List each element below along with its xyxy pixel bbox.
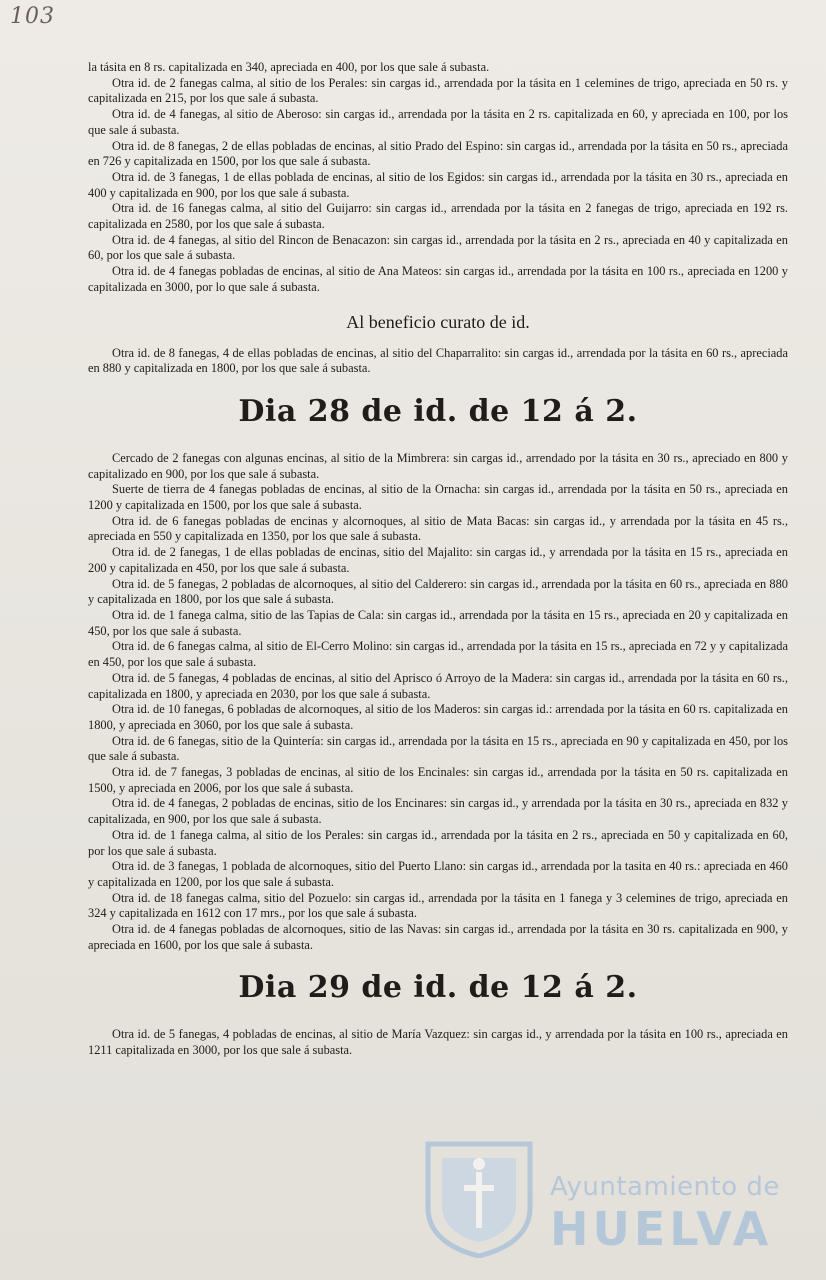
- huelva-watermark: [420, 1138, 780, 1258]
- entry-paragraph: Otra id. de 6 fanegas pobladas de encinas y alcornoques, al sitio de Mata Bacas: sin cargas id., y arrendada por la tásita en 45 rs., apreciada en 550 y capitalizada en 1350, por los que sale á subasta.: [88, 513, 788, 544]
- entries-block-3: [88, 451, 788, 954]
- entry-paragraph: Otra id. de 6 fanegas calma, al sitio de El-Cerro Molino: sin cargas id., arrendada por la tásita en 15 rs., apreciada en 72 y y capitalizada en 450, por los que sale á subasta.: [88, 639, 788, 670]
- entry-paragraph: la tásita en 8 rs. capitalizada en 340, apreciada en 400, por los que sale á subasta.: [88, 60, 490, 74]
- entry-paragraph: Otra id. de 4 fanegas, al sitio de Aberoso: sin cargas id., arrendada por la tásita en 2 rs. capitalizada en 60, y apreciada en 100, por los que sale á subasta.: [88, 107, 788, 137]
- entries-block-1: [88, 60, 788, 296]
- entry-paragraph: Otra id. de 18 fanegas calma, sitio del Pozuelo: sin cargas id., arrendada por la tásita en 1 fanega y 3 celemines de trigo, apreciada en 324 y capitalizada en 1612 con 17 mrs., por los que sale á subasta.: [88, 890, 788, 921]
- huelva-shield-icon: [420, 1138, 538, 1258]
- entry-paragraph: Otra id. de 8 fanegas, 4 de ellas pobladas de encinas, al sitio del Chaparralito: sin cargas id., arrendada por la tásita en 60 rs., apreciada en 880 y capitalizada en 1800, por los que sale á subasta.: [88, 345, 788, 376]
- entry-paragraph: Otra id. de 4 fanegas pobladas de encinas, al sitio de Ana Mateos: sin cargas id., arrendada por la tásita en 100 rs., apreciada en 1200 y capitalizada en 3000, por lo que sale á subasta.: [88, 264, 788, 294]
- entry-paragraph: Otra id. de 10 fanegas, 6 pobladas de alcornoques, al sitio de los Maderos: sin cargas id.: arrendada por la tásita en 60 rs. capitalizada en 1800, y apreciada en 3060, por los que sale á subasta.: [88, 702, 788, 732]
- entry-paragraph: Otra id. de 2 fanegas calma, al sitio de los Perales: sin cargas id., arrendada por la tásita en 1 celemines de trigo, apreciada en 50 rs. y capitalizada en 215, por los que sale á subasta.: [88, 75, 788, 106]
- entry-paragraph: Otra id. de 5 fanegas, 2 pobladas de alcornoques, al sitio del Calderero: sin cargas id., arrendada por la tásita en 60 rs., apreciada en 880 y capitalizada en 1800, por los que sale á subasta.: [88, 576, 788, 607]
- entry-paragraph: Otra id. de 2 fanegas, 1 de ellas pobladas de encinas, sitio del Majalito: sin cargas id., y arrendada por la tásita en 15 rs., apreciada en 200 y capitalizada en 450, por los que sale á subasta.: [88, 545, 788, 575]
- entry-paragraph: Otra id. de 3 fanegas, 1 de ellas poblada de encinas, al sitio de los Egidos: sin cargas id., arrendada por la tásita en 30 rs., apreciada en 400 y capitalizada en 900, por los que sale á subasta.: [88, 169, 788, 200]
- entry-paragraph: Otra id. de 8 fanegas, 2 de ellas pobladas de encinas, al sitio Prado del Espino: sin cargas id., arrendada por la tásita en 50 rs., apreciada en 726 y capitalizada en 1500, por los que sale á subasta.: [88, 138, 788, 169]
- entry-paragraph: Otra id. de 1 fanega calma, al sitio de los Perales: sin cargas id., arrendada por la tásita en 2 rs., apreciada en 50 y capitalizada en 60, por los que sale á subasta.: [88, 827, 788, 858]
- day-heading-29: Dia 29 de id. de 12 á 2.: [238, 970, 638, 1006]
- entry-paragraph: Otra id. de 1 fanega calma, sitio de las Tapias de Cala: sin cargas id., arrendada por la tásita en 15 rs., apreciada en 20 y capitalizada en 450, por los que sale á subasta.: [88, 607, 788, 638]
- entry-paragraph: Otra id. de 5 fanegas, 4 pobladas de encinas, al sitio de María Vazquez: sin cargas id., y arrendada por la tásita en 100 rs., apreciada en 1211 capitalizada en 3000, por los que sale á subasta.: [88, 1027, 788, 1058]
- watermark-line-2: HUELVA: [550, 1202, 773, 1256]
- entry-paragraph: Otra id. de 3 fanegas, 1 poblada de alcornoques, sitio del Puerto Llano: sin cargas id., arrendada por la tasita en 40 rs.: apreciada en 460 y capitalizada en 1200, por los que sale á subasta.: [88, 859, 788, 889]
- section-title: Al beneficio curato de id.: [346, 311, 530, 332]
- entries-block-4: [88, 1027, 788, 1058]
- entry-paragraph: Otra id. de 4 fanegas, 2 pobladas de encinas, sitio de los Encinares: sin cargas id., y arrendada por la tásita en 30 rs., apreciada en 832 y capitalizada, en 900, por los que sale á subasta.: [88, 796, 788, 827]
- entry-paragraph: Cercado de 2 fanegas con algunas encinas, al sitio de la Mimbrera: sin cargas id., arrendado por la tásita en 30 rs., apreciado en 800 y capitalizado en 900, por los que sale á subasta.: [88, 450, 788, 481]
- entry-paragraph: Otra id. de 6 fanegas, sitio de la Quintería: sin cargas id., arrendada por la tásita en 15 rs., apreciada en 90 y capitalizada en 450, por los que sale á subasta.: [88, 733, 788, 764]
- entry-paragraph: Otra id. de 4 fanegas pobladas de alcornoques, sitio de las Navas: sin cargas id., arrendada por la tásita en 30 rs. capitalizada en 900, y apreciada en 1600, por los que sale á subasta.: [88, 922, 788, 952]
- watermark-line-1: Ayuntamiento de: [550, 1172, 780, 1202]
- entry-paragraph: Suerte de tierra de 4 fanegas pobladas de encinas, al sitio de la Ornacha: sin cargas id., arrendada por la tásita en 50 rs., apreciada en 1200 y capitalizada en 1500, por los que sale á subasta.: [88, 482, 788, 513]
- entry-paragraph: Otra id. de 7 fanegas, 3 pobladas de encinas, al sitio de los Encinales: sin cargas id., arrendada por la tásita en 50 rs. capitalizada en 1500, y apreciada en 2006, por los que sale á subasta.: [88, 765, 788, 795]
- document-body: [88, 60, 788, 1059]
- manuscript-page-note: 103: [10, 4, 55, 29]
- day-heading-28: Dia 28 de id. de 12 á 2.: [238, 393, 638, 429]
- entry-paragraph: Otra id. de 4 fanegas, al sitio del Rincon de Benacazon: sin cargas id., arrendada por la tásita en 2 rs., apreciada en 40 y capitalizada en 60, por los que sale á subasta.: [88, 232, 788, 263]
- entry-paragraph: Otra id. de 16 fanegas calma, al sitio del Guijarro: sin cargas id., arrendada por la tásita en 2 fanegas de trigo, apreciada en 192 rs. capitalizada en 2580, por los que sale á subasta.: [88, 201, 788, 232]
- entries-block-2: [88, 346, 788, 377]
- entry-paragraph: Otra id. de 5 fanegas, 4 pobladas de encinas, al sitio del Aprisco ó Arroyo de la Madera: sin cargas id., arrendada por la tásita en 60 rs., capitalizada en 1800, y apreciada en 2030, por los que sale á subasta.: [88, 670, 788, 701]
